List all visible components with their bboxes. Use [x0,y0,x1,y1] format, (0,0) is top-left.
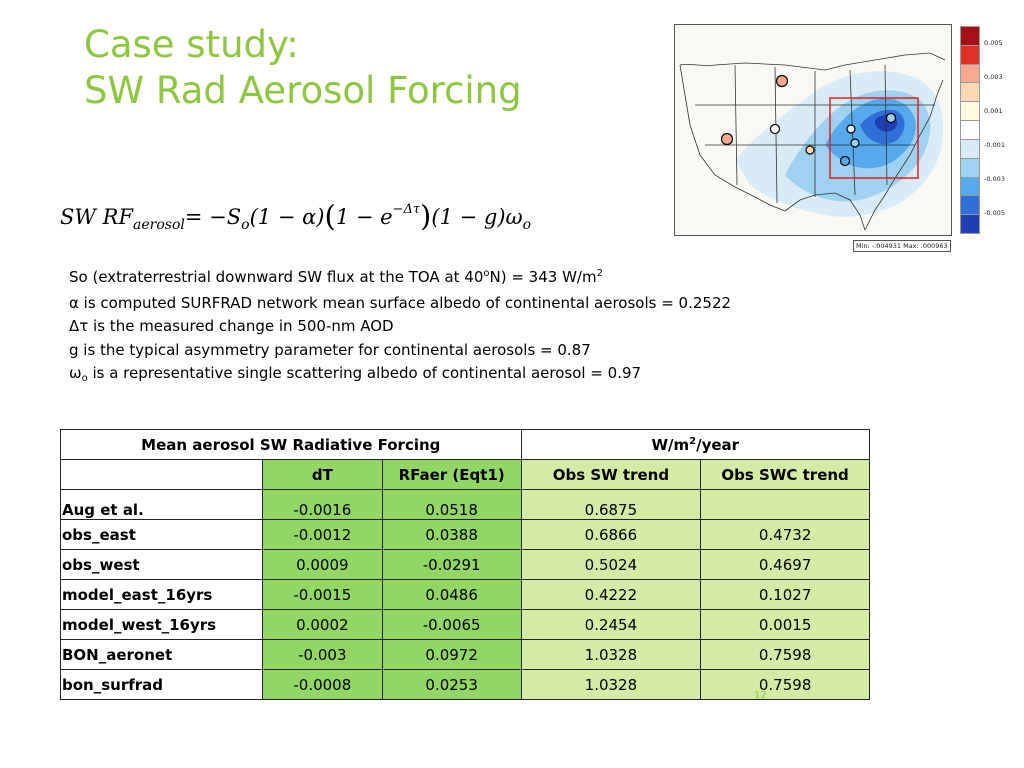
table-corner-cell [61,460,263,490]
table-title-cell: Mean aerosol SW Radiative Forcing [61,430,522,460]
row-label: bon_surfrad [61,670,263,700]
cell-rfaer: 0.0486 [382,580,521,610]
colorbar-tick: 0.001 [984,107,1003,115]
table-row [61,670,870,700]
equation-g-term: (1 − g) [431,205,506,229]
equation-omega: ω [505,205,523,229]
cell-dt: -0.0012 [262,520,382,550]
equation-alpha-term: (1 − α) [249,205,325,229]
definition-omega [69,362,869,388]
table-row [61,520,870,550]
equation-s: S [226,205,242,229]
cell-dt: -0.0008 [262,670,382,700]
slide-title-line-2: SW Rad Aerosol Forcing [84,69,522,112]
equation-paren-close: ) [420,199,432,233]
cell-obs-sw: 0.6866 [521,520,701,550]
units-text: W/m [651,435,690,454]
cell-rfaer: -0.0291 [382,550,521,580]
definitions-block [69,266,869,388]
cell-dt: 0.0009 [262,550,382,580]
definition-g: g is the typical asymmetry parameter for continental aerosols = 0.87 [69,340,591,359]
slide-title [84,22,644,114]
minmax-label: Min: -.004931 Max: .000963 [853,240,951,252]
row-label: BON_aeronet [61,640,263,670]
colorbar-segment [960,177,980,197]
colorbar-tick: 0.005 [984,39,1003,47]
table-row [61,490,870,520]
omega-subscript: o [81,373,88,384]
slide-title-line-1: Case study: [84,23,299,66]
table-row [61,610,870,640]
colorbar-segment [960,214,980,234]
cell-dt: 0.0002 [262,610,382,640]
cell-obs-sw: 0.4222 [521,580,701,610]
equation-s-subscript: o [241,217,250,233]
map-graphic [675,25,951,235]
units-superscript: 2 [689,435,697,447]
colorbar-tick: -0.001 [984,141,1005,149]
equation-paren-open: ( [324,199,336,233]
cell-rfaer: 0.0253 [382,670,521,700]
equation-minus: − [209,205,227,229]
colorbar-tick: 0.003 [984,73,1003,81]
equation-omega-subscript: o [522,217,532,233]
colorbar-segment [960,195,980,215]
table-header-row [61,430,870,460]
colorbar-segment [960,158,980,178]
definition-alpha: α is computed SURFRAD network mean surface albedo of continental aerosols = 0.2522 [69,293,732,312]
colorbar-tick: -0.003 [984,175,1005,183]
omega-symbol: ω [69,364,82,382]
cell-obs-swc: 0.1027 [701,580,870,610]
colorbar-segment [960,101,980,121]
cell-obs-swc: 0.0015 [701,610,870,640]
row-label: obs_east [61,520,263,550]
cell-obs-sw: 0.6875 [521,490,701,520]
column-header: Obs SWC trend [701,460,870,490]
cell-obs-sw: 0.5024 [521,550,701,580]
cell-rfaer: -0.0065 [382,610,521,640]
definition-so [69,266,869,292]
definition-so-text: So (extraterrestrial downward SW flux at the TOA at 40 [69,268,484,286]
equation-lhs-subscript: aerosol [133,217,185,233]
cell-obs-swc: 0.4732 [701,520,870,550]
forcing-table [60,429,870,700]
table-row [61,640,870,670]
row-label: model_west_16yrs [61,610,263,640]
definition-dtau: Δτ is the measured change in 500-nm AOD [69,317,394,335]
column-header: Obs SW trend [521,460,701,490]
cell-dt: -0.0016 [262,490,382,520]
cell-dt: -0.003 [262,640,382,670]
cell-obs-swc [701,490,870,520]
units-per-year: /year [696,435,740,454]
colorbar-segment [960,139,980,159]
cell-obs-sw: 0.2454 [521,610,701,640]
equation-equals: = [184,205,203,229]
definition-omega-text: is a representative single scattering albedo of continental aerosol = 0.97 [87,364,642,382]
squared-superscript: 2 [596,268,603,279]
equation-exp-base: 1 − e [335,205,393,229]
column-header: RFaer (Eqt1) [382,460,521,490]
table-units-cell [521,430,869,460]
colorbar-segment [960,82,980,102]
cell-rfaer: 0.0518 [382,490,521,520]
cell-rfaer: 0.0972 [382,640,521,670]
row-label: model_east_16yrs [61,580,263,610]
degree-superscript: o [483,268,490,279]
colorbar [960,26,982,233]
table-column-header-row [61,460,870,490]
cell-rfaer: 0.0388 [382,520,521,550]
cell-obs-sw: 1.0328 [521,670,701,700]
colorbar-tick: -0.005 [984,209,1005,217]
table-row [61,550,870,580]
cell-obs-swc: 0.7598 [701,640,870,670]
equation-lhs: SW RF [60,205,134,229]
equation-exponent: −Δτ [392,202,421,217]
colorbar-segment [960,45,980,65]
row-label: Aug et al. [61,490,263,520]
row-label: obs_west [61,550,263,580]
colorbar-segment [960,120,980,140]
colorbar-segment [960,26,980,46]
cell-obs-swc: 0.7598 [701,670,870,700]
cell-dt: -0.0015 [262,580,382,610]
forcing-map [674,24,952,236]
page-number: 12 [754,690,767,701]
column-header: dT [262,460,382,490]
colorbar-segment [960,64,980,84]
definition-so-value: N) = 343 W/m [489,268,597,286]
cell-obs-sw: 1.0328 [521,640,701,670]
cell-obs-swc: 0.4697 [701,550,870,580]
forcing-equation [60,197,531,231]
table-row [61,580,870,610]
